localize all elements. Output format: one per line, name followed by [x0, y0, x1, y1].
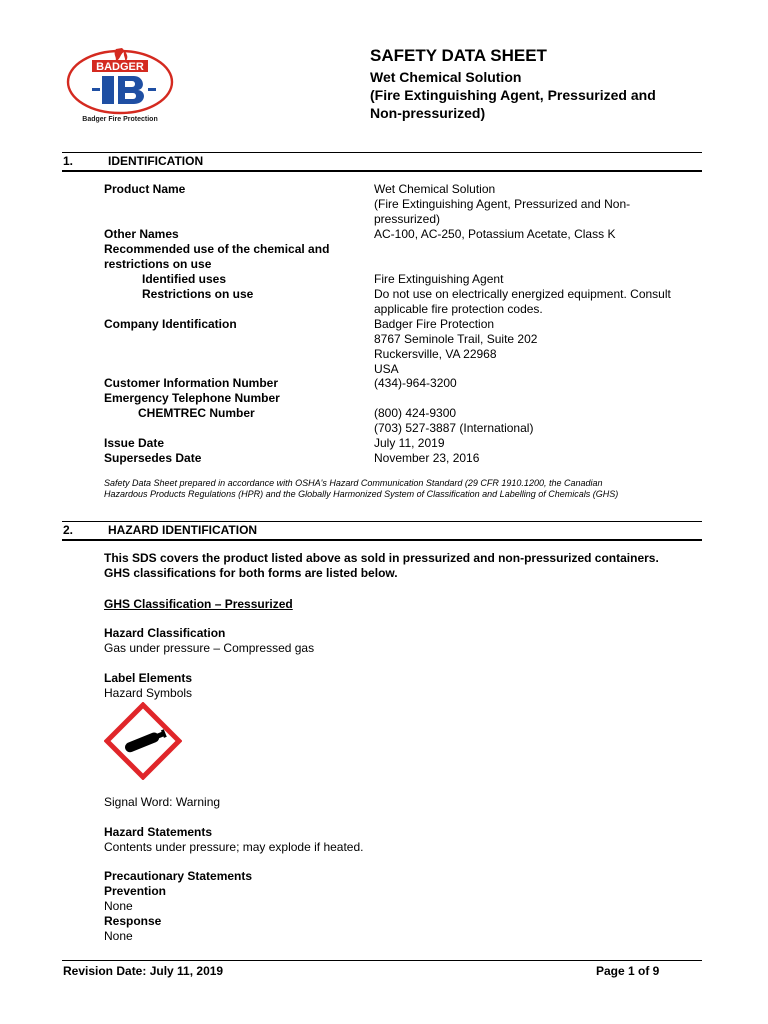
subtitle-line: Wet Chemical Solution: [370, 69, 522, 85]
value-line: 8767 Seminole Trail, Suite 202: [374, 332, 538, 346]
identified-uses-value: Fire Extinguishing Agent: [374, 272, 504, 286]
emergency-phone-label: Emergency Telephone Number: [104, 391, 280, 405]
value-line: Wet Chemical Solution: [374, 182, 496, 196]
hazard-statements-label: Hazard Statements: [104, 825, 213, 839]
customer-number-label: Customer Information Number: [104, 376, 279, 390]
hazard-symbols-label: Hazard Symbols: [104, 686, 193, 700]
recommended-use-label: [104, 242, 329, 272]
label-elements-label: Label Elements: [104, 671, 193, 685]
section-rule: [62, 521, 702, 522]
page-number: Page 1 of 9: [596, 964, 660, 978]
revision-date: Revision Date: July 11, 2019: [63, 964, 224, 978]
section-title: HAZARD IDENTIFICATION: [108, 523, 258, 537]
company-value: [374, 317, 694, 377]
regulatory-note: [104, 478, 694, 500]
value-line: (800) 424-9300: [374, 406, 457, 420]
value-line: (703) 527-3887 (International): [374, 421, 534, 435]
signal-word: Signal Word: Warning: [104, 795, 221, 809]
value-line: Badger Fire Protection: [374, 317, 495, 331]
document-title: SAFETY DATA SHEET: [370, 46, 547, 65]
product-name-value: [374, 182, 694, 227]
section-number: 2.: [63, 523, 74, 537]
sds-intro: [104, 551, 704, 581]
chemtrec-label: CHEMTREC Number: [138, 406, 255, 420]
subtitle-line: Non-pressurized): [370, 105, 486, 121]
supersedes-date-label: Supersedes Date: [104, 451, 202, 465]
note-line: Hazardous Products Regulations (HPR) and the Globally Harmonized System of Classification and Labelling of Chemicals (GHS): [104, 489, 619, 499]
issue-date-label: Issue Date: [104, 436, 165, 450]
gas-cylinder-icon: [104, 702, 182, 780]
section-rule: [62, 170, 702, 172]
value-line: (Fire Extinguishing Agent, Pressurized and Non-: [374, 197, 631, 211]
value-line: USA: [374, 362, 399, 376]
hazard-classification-label: Hazard Classification: [104, 626, 226, 640]
section-rule: [62, 539, 702, 541]
section-title: IDENTIFICATION: [108, 154, 204, 168]
supersedes-date-value: November 23, 2016: [374, 451, 480, 465]
svg-text:BADGER: BADGER: [96, 61, 144, 73]
value-line: applicable fire protection codes.: [374, 302, 543, 316]
note-line: Safety Data Sheet prepared in accordance with OSHA's Hazard Communication Standard (29 CFR 1910.1200, the Canadian: [104, 478, 603, 488]
precautionary-statements-label: Precautionary Statements: [104, 869, 253, 883]
restrictions-label: Restrictions on use: [142, 287, 254, 301]
document-subtitle: [370, 68, 710, 122]
value-line: pressurized): [374, 212, 441, 226]
restrictions-value: [374, 287, 694, 317]
response-value: None: [104, 929, 133, 943]
response-label: Response: [104, 914, 162, 928]
section-number: 1.: [63, 154, 74, 168]
subtitle-line: (Fire Extinguishing Agent, Pressurized and: [370, 87, 656, 103]
other-names-value: AC-100, AC-250, Potassium Acetate, Class K: [374, 227, 616, 241]
company-label: Company Identification: [104, 317, 237, 331]
footer-rule: [62, 960, 702, 961]
value-line: Ruckersville, VA 22968: [374, 347, 497, 361]
product-name-label: Product Name: [104, 182, 186, 196]
hazard-classification-value: Gas under pressure – Compressed gas: [104, 641, 315, 655]
hazard-statements-value: Contents under pressure; may explode if heated.: [104, 840, 364, 854]
prevention-value: None: [104, 899, 133, 913]
section-rule: [62, 152, 702, 153]
chemtrec-value: [374, 406, 694, 436]
ghs-classification-heading: GHS Classification – Pressurized: [104, 597, 293, 611]
prevention-label: Prevention: [104, 884, 167, 898]
other-names-label: Other Names: [104, 227, 179, 241]
intro-line: This SDS covers the product listed above as sold in pressurized and non-pressurized containers.: [104, 551, 659, 565]
intro-line: GHS classifications for both forms are listed below.: [104, 566, 398, 580]
customer-number-value: (434)-964-3200: [374, 376, 457, 390]
value-line: Do not use on electrically energized equipment. Consult: [374, 287, 671, 301]
label-line: restrictions on use: [104, 257, 212, 271]
logo-caption: Badger Fire Protection: [82, 116, 158, 123]
issue-date-value: July 11, 2019: [374, 436, 445, 450]
label-line: Recommended use of the chemical and: [104, 242, 330, 256]
identified-uses-label: Identified uses: [142, 272, 227, 286]
